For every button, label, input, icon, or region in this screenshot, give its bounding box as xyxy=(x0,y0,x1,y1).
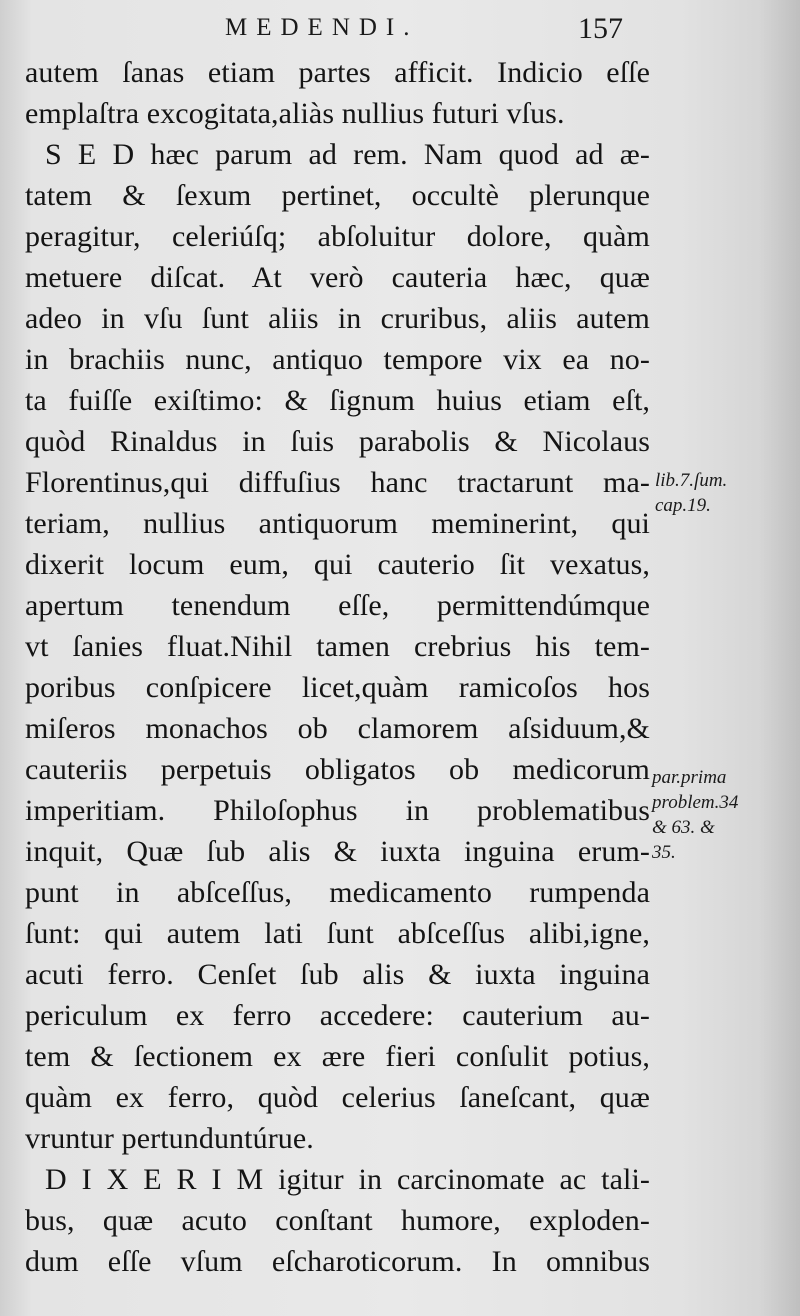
text-line: acuti ferro. Cenſet ſub alis & iuxta inguina xyxy=(25,958,650,991)
text-line: quòd Rinaldus in ſuis parabolis & Nicolaus xyxy=(25,425,650,458)
text-line: metuere diſcat. At verò cauteria hæc, quæ xyxy=(25,261,650,294)
text-line: periculum ex ferro accedere: cauterium au- xyxy=(25,999,650,1032)
text-line: bus, quæ acuto conſtant humore, exploden- xyxy=(25,1204,650,1237)
margin-note-reference xyxy=(655,468,727,518)
text-line: inquit, Quæ ſub alis & iuxta inguina erum- xyxy=(25,835,650,868)
text-line: cauteriis perpetuis obligatos ob medicorum xyxy=(25,753,650,786)
text-line: ta fuiſſe exiſtimo: & ſignum huius etiam eſt, xyxy=(25,384,650,417)
text-line: teriam, nullius antiquorum meminerint, qui xyxy=(25,507,650,540)
text-line: imperitiam. Philoſophus in problematibus xyxy=(25,794,650,827)
text-line: tatem & ſexum pertinet, occultè plerunque xyxy=(25,179,650,212)
text-line: apertum tenendum eſſe, permittendúmque xyxy=(25,589,650,622)
text-line: poribus conſpicere licet,quàm ramicoſos hos xyxy=(25,671,650,704)
text-line: dixerit locum eum, qui cauterio ſit vexatus, xyxy=(25,548,650,581)
text-line: Florentinus,qui diffuſius hanc tractarunt ma- xyxy=(25,466,650,499)
page-number: 157 xyxy=(578,12,623,45)
text-line: punt in abſceſſus, medicamento rumpenda xyxy=(25,876,650,909)
text-line: vruntur pertunduntúrue. xyxy=(25,1122,314,1155)
margin-note-line: & 63. & xyxy=(652,817,715,838)
text-line: autem ſanas etiam partes afficit. Indicio eſſe xyxy=(25,56,650,89)
body-text xyxy=(25,52,650,1282)
text-line: S E D hæc parum ad rem. Nam quod ad æ- xyxy=(45,138,650,171)
text-line: adeo in vſu ſunt aliis in cruribus, aliis autem xyxy=(25,302,650,335)
text-line: dum eſſe vſum eſcharoticorum. In omnibus xyxy=(25,1245,650,1278)
text-line: ſunt: qui autem lati ſunt abſceſſus alibi,igne, xyxy=(25,917,650,950)
text-line: peragitur, celeriúſq; abſoluitur dolore, quàm xyxy=(25,220,650,253)
text-line: vt ſanies fluat.Nihil tamen crebrius his tem- xyxy=(25,630,650,663)
margin-note-line: 35. xyxy=(652,842,676,863)
text-line: miſeros monachos ob clamorem aſsiduum,& xyxy=(25,712,650,745)
page-edge-shadow xyxy=(760,0,800,1316)
margin-note-line: par.prima xyxy=(652,767,727,788)
margin-note-line: lib.7.ſum. xyxy=(655,470,728,491)
running-head: MEDENDI. xyxy=(225,14,419,41)
text-line: in brachiis nunc, antiquo tempore vix ea no- xyxy=(25,343,650,376)
margin-note-reference xyxy=(652,765,738,865)
text-line: D I X E R I M igitur in carcinomate ac tali- xyxy=(45,1163,650,1196)
text-line: quàm ex ferro, quòd celerius ſaneſcant, quæ xyxy=(25,1081,650,1114)
margin-note-line: problem.34 xyxy=(652,792,739,813)
text-line: emplaſtra excogitata,aliàs nullius futuri vſus. xyxy=(25,97,565,130)
text-line: tem & ſectionem ex ære fieri conſulit potius, xyxy=(25,1040,650,1073)
margin-note-line: cap.19. xyxy=(655,495,711,516)
